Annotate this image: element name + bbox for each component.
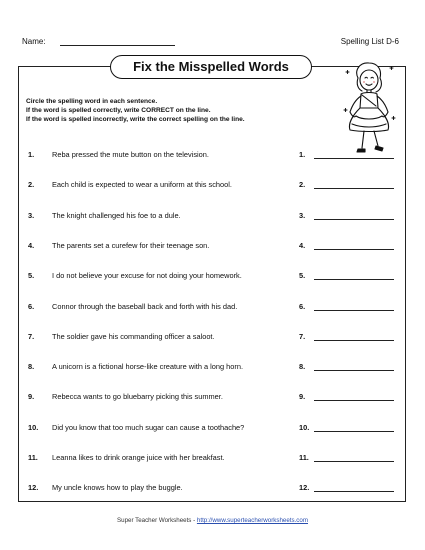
answer-line[interactable] <box>314 400 394 401</box>
answer-number: 5. <box>299 271 306 281</box>
question-sentence: Did you know that too much sugar can cause a toothache? <box>52 422 245 432</box>
question-number: 3. <box>28 210 35 220</box>
answer-line[interactable] <box>314 431 394 432</box>
question-number: 7. <box>28 331 35 341</box>
question-row <box>0 392 425 404</box>
answer-line[interactable] <box>314 188 394 189</box>
question-sentence: Rebecca wants to go bluebarry picking this summer. <box>52 392 223 402</box>
question-row <box>0 423 425 435</box>
question-row <box>0 362 425 374</box>
directions <box>26 97 245 124</box>
question-row <box>0 211 425 223</box>
question-number: 9. <box>28 392 35 402</box>
question-sentence: Leanna likes to drink orange juice with her breakfast. <box>52 453 225 462</box>
worksheet-title: Fix the Misspelled Words <box>110 55 312 79</box>
question-sentence: The soldier gave his commanding officer a saloot. <box>52 331 215 341</box>
question-row <box>0 483 425 495</box>
footer <box>0 517 425 524</box>
answer-line[interactable] <box>314 461 394 462</box>
direction-line: If the word is spelled incorrectly, write the correct spelling on the line. <box>26 116 245 123</box>
question-sentence: I do not believe your excuse for not doing your homework. <box>52 271 242 281</box>
question-number: 2. <box>28 180 35 190</box>
question-number: 8. <box>28 362 35 372</box>
question-number: 10. <box>28 422 39 432</box>
name-field[interactable] <box>60 45 175 46</box>
footer-sep: - <box>191 517 197 524</box>
question-row <box>0 150 425 162</box>
question-number: 1. <box>28 150 35 159</box>
question-sentence: The parents set a curefew for their teenage son. <box>52 240 210 250</box>
question-number: 4. <box>28 240 35 250</box>
question-sentence: Each child is expected to wear a uniform at this school. <box>52 180 232 190</box>
answer-line[interactable] <box>314 310 394 311</box>
question-number: 6. <box>28 301 35 311</box>
answer-number: 3. <box>299 210 306 220</box>
answer-line[interactable] <box>314 279 394 280</box>
girl-curtsy-icon <box>340 58 398 162</box>
direction-line: If the word is spelled correctly, write CORRECT on the line. <box>26 107 211 114</box>
answer-number: 8. <box>299 362 306 372</box>
answer-number: 4. <box>299 240 306 250</box>
question-number: 12. <box>28 483 39 493</box>
question-sentence: A unicorn is a fictional horse-like creature with a long horn. <box>52 362 244 372</box>
footer-site: Super Teacher Worksheets <box>117 517 192 524</box>
answer-line[interactable] <box>314 219 394 220</box>
question-row <box>0 271 425 283</box>
question-sentence: Connor through the baseball back and forth with his dad. <box>52 301 238 311</box>
question-sentence: The knight challenged his foe to a dule. <box>52 210 181 220</box>
answer-number: 7. <box>299 331 306 341</box>
answer-number: 1. <box>299 150 306 159</box>
answer-number: 2. <box>299 180 306 190</box>
question-row <box>0 453 425 465</box>
answer-line[interactable] <box>314 491 394 492</box>
answer-number: 11. <box>299 453 309 462</box>
question-sentence: My uncle knows how to play the buggle. <box>52 483 183 493</box>
question-row <box>0 180 425 192</box>
answer-number: 10. <box>299 422 310 432</box>
question-number: 11. <box>28 453 38 462</box>
direction-line: Circle the spelling word in each sentence. <box>26 98 158 105</box>
question-row <box>0 302 425 314</box>
question-sentence: Reba pressed the mute button on the television. <box>52 150 209 159</box>
question-row <box>0 332 425 344</box>
footer-url[interactable]: http://www.superteacherworksheets.com <box>196 517 308 524</box>
spelling-list-id: Spelling List D-6 <box>340 37 399 46</box>
question-number: 5. <box>28 271 35 281</box>
answer-number: 12. <box>299 483 310 493</box>
answer-line[interactable] <box>314 249 394 250</box>
name-label: Name: <box>22 37 46 46</box>
answer-number: 9. <box>299 392 306 402</box>
answer-number: 6. <box>299 301 306 311</box>
question-row <box>0 241 425 253</box>
answer-line[interactable] <box>314 340 394 341</box>
answer-line[interactable] <box>314 158 394 159</box>
answer-line[interactable] <box>314 370 394 371</box>
